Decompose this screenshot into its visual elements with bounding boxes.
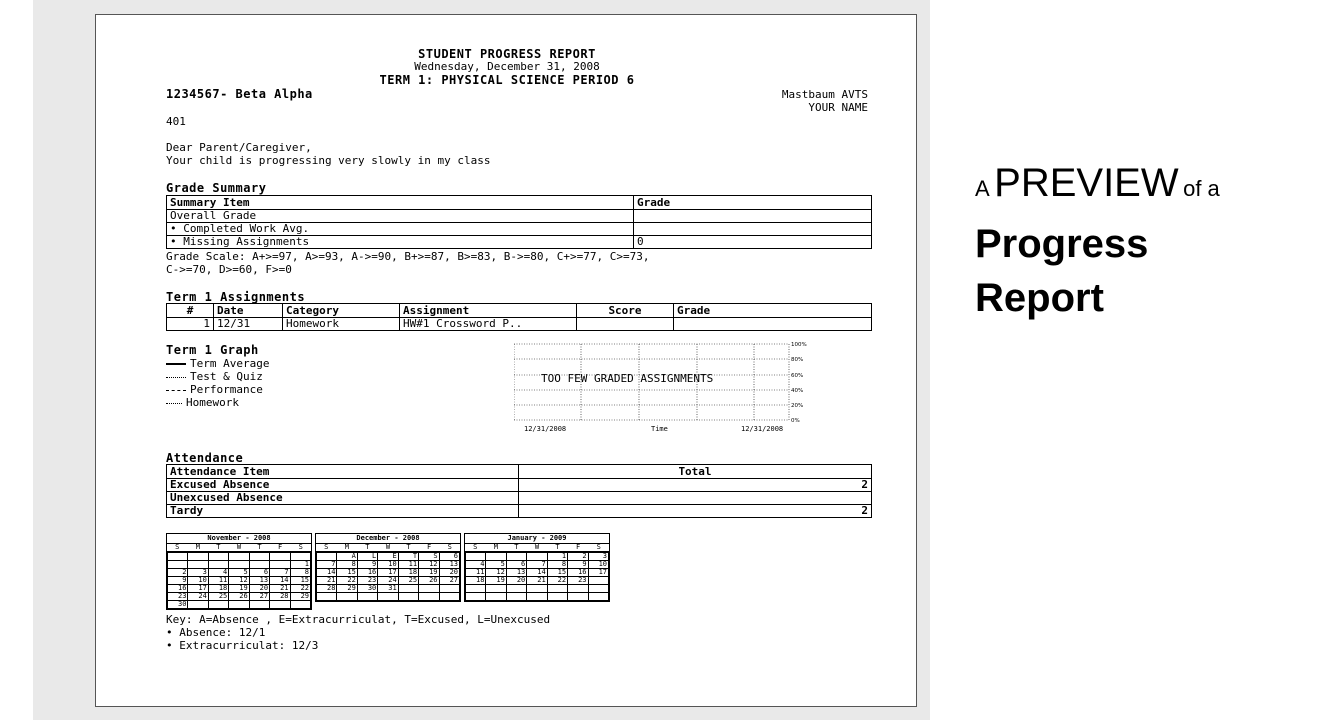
calendar-day bbox=[398, 585, 418, 593]
calendar-day: 14 bbox=[317, 569, 337, 577]
teacher-name: YOUR NAME bbox=[808, 101, 868, 114]
weekday-label: T bbox=[365, 543, 370, 551]
calendar-day: 8 bbox=[290, 569, 310, 577]
weekday-label: T bbox=[514, 543, 519, 551]
y-tick-label: 60% bbox=[791, 373, 804, 379]
calendar-day: A bbox=[337, 553, 357, 561]
table-row bbox=[167, 318, 872, 331]
school-name: Mastbaum AVTS bbox=[781, 88, 868, 101]
caption-progress: Progress bbox=[975, 222, 1149, 266]
calendar-day bbox=[439, 585, 459, 593]
caption-preview: PREVIEW bbox=[994, 161, 1179, 205]
assignment-name: HW#1 Crossword P.. bbox=[400, 318, 577, 331]
calendar-day bbox=[466, 593, 486, 601]
solid-line-icon bbox=[166, 363, 186, 365]
weekday-label: W bbox=[385, 543, 391, 551]
calendar-day: 9 bbox=[568, 561, 588, 569]
calendar-day: 11 bbox=[208, 577, 228, 585]
calendar-day bbox=[486, 585, 506, 593]
calendar-day: 16 bbox=[568, 569, 588, 577]
grade-scale-line2: C->=70, D>=60, F>=0 bbox=[166, 263, 292, 276]
month-calendar bbox=[166, 533, 312, 610]
col-grade: Grade bbox=[634, 196, 872, 210]
caption-of-a: of a bbox=[1183, 176, 1220, 201]
calendar-day: 1 bbox=[290, 561, 310, 569]
calendar-day: 5 bbox=[229, 569, 249, 577]
calendar-day: 10 bbox=[188, 577, 208, 585]
weekday-label: S bbox=[447, 543, 452, 551]
col-category: Category bbox=[283, 304, 400, 318]
table-row bbox=[167, 505, 872, 518]
caption-a: A bbox=[975, 176, 990, 201]
legend-term-average bbox=[166, 357, 269, 370]
calendar-day: 24 bbox=[188, 593, 208, 601]
caption-line1 bbox=[975, 160, 1220, 215]
summary-grade bbox=[634, 223, 872, 236]
calendar-day: 12 bbox=[229, 577, 249, 585]
calendar-day: 25 bbox=[398, 577, 418, 585]
graph-message: TOO FEW GRADED ASSIGNMENTS bbox=[541, 372, 714, 385]
calendar-day: 31 bbox=[378, 585, 398, 593]
calendar-day bbox=[188, 601, 208, 609]
legend-homework bbox=[166, 396, 239, 409]
weekday-label: T bbox=[216, 543, 221, 551]
table-row bbox=[167, 479, 872, 492]
y-tick-label: 20% bbox=[791, 403, 804, 409]
calendar-day: 19 bbox=[229, 585, 249, 593]
calendar-day: 12 bbox=[419, 561, 439, 569]
calendar-day: 15 bbox=[547, 569, 567, 577]
calendar-title: December - 2008 bbox=[316, 534, 460, 544]
calendar-day: L bbox=[357, 553, 377, 561]
message: Your child is progressing very slowly in my class bbox=[166, 154, 491, 167]
weekday-label: W bbox=[236, 543, 242, 551]
calendar-day: 11 bbox=[466, 569, 486, 577]
calendar-day: 17 bbox=[378, 569, 398, 577]
y-tick-label: 80% bbox=[791, 357, 804, 363]
calendar-day bbox=[208, 553, 228, 561]
dashed-line-icon bbox=[166, 390, 186, 391]
calendar-day: 19 bbox=[486, 577, 506, 585]
weekday-label: T bbox=[555, 543, 560, 551]
calendar-day: 4 bbox=[466, 561, 486, 569]
calendar-day: 14 bbox=[270, 577, 290, 585]
calendar-day bbox=[588, 593, 608, 601]
calendar-day: 21 bbox=[317, 577, 337, 585]
summary-item: Overall Grade bbox=[167, 210, 634, 223]
calendar-day: 21 bbox=[270, 585, 290, 593]
calendar-day: 7 bbox=[527, 561, 547, 569]
calendar-day: 26 bbox=[229, 593, 249, 601]
calendar-day bbox=[168, 553, 188, 561]
calendar-day: T bbox=[398, 553, 418, 561]
calendar-day bbox=[188, 553, 208, 561]
col-date: Date bbox=[214, 304, 283, 318]
calendar-day bbox=[229, 553, 249, 561]
calendar-day: 2 bbox=[568, 553, 588, 561]
dot-dash-line-icon bbox=[166, 403, 182, 404]
weekday-label: T bbox=[406, 543, 411, 551]
weekday-label: M bbox=[493, 543, 498, 551]
calendar-day: 20 bbox=[439, 569, 459, 577]
calendar-day: 20 bbox=[506, 577, 526, 585]
grade-scale-line1: Grade Scale: A+>=97, A>=93, A->=90, B+>=87, B>=83, B->=80, C+>=77, C>=73, bbox=[166, 250, 650, 263]
calendar-day: 7 bbox=[270, 569, 290, 577]
grade-summary-table bbox=[166, 195, 872, 249]
calendar-day bbox=[506, 593, 526, 601]
calendar-day: 18 bbox=[398, 569, 418, 577]
x-axis-left-label: 12/31/2008 bbox=[524, 425, 567, 433]
calendar-day bbox=[419, 585, 439, 593]
calendar-day: 4 bbox=[208, 569, 228, 577]
report-date: Wednesday, December 31, 2008 bbox=[414, 60, 600, 73]
calendar-day bbox=[337, 593, 357, 601]
attendance-total bbox=[519, 492, 872, 505]
key-extracurricular: • Extracurriculat: 12/3 bbox=[166, 639, 319, 652]
attendance-item: Tardy bbox=[167, 505, 519, 518]
weekday-label: F bbox=[575, 543, 581, 551]
assignment-num: 1 bbox=[167, 318, 214, 331]
calendar-day: 30 bbox=[357, 585, 377, 593]
summary-item: • Missing Assignments bbox=[167, 236, 634, 249]
calendar-day: 3 bbox=[188, 569, 208, 577]
calendar-day: 12 bbox=[486, 569, 506, 577]
attendance-heading: Attendance bbox=[166, 451, 244, 465]
legend-label: Test & Quiz bbox=[190, 370, 263, 383]
calendar-day bbox=[357, 593, 377, 601]
col-attendance-item: Attendance Item bbox=[167, 465, 519, 479]
calendar-day bbox=[466, 585, 486, 593]
calendar-day: 15 bbox=[337, 569, 357, 577]
weekday-label: S bbox=[298, 543, 303, 551]
calendar-day bbox=[208, 601, 228, 609]
calendar-day: 26 bbox=[419, 577, 439, 585]
calendar-day: 29 bbox=[290, 593, 310, 601]
weekday-label: S bbox=[175, 543, 180, 551]
calendar-day: 8 bbox=[337, 561, 357, 569]
calendar-day: 24 bbox=[378, 577, 398, 585]
calendar-day: 8 bbox=[547, 561, 567, 569]
weekday-label: S bbox=[473, 543, 478, 551]
calendar-day: 13 bbox=[506, 569, 526, 577]
calendar-day: 28 bbox=[270, 593, 290, 601]
caption-report: Report bbox=[975, 276, 1104, 320]
calendar-day: 2 bbox=[168, 569, 188, 577]
calendar-day: 6 bbox=[439, 553, 459, 561]
room-number: 401 bbox=[166, 115, 186, 128]
calendar-day: 7 bbox=[317, 561, 337, 569]
attendance-table bbox=[166, 464, 872, 518]
summary-grade bbox=[634, 210, 872, 223]
calendar-day: 27 bbox=[249, 593, 269, 601]
calendar-day: 13 bbox=[439, 561, 459, 569]
summary-item: • Completed Work Avg. bbox=[167, 223, 634, 236]
month-calendar bbox=[464, 533, 610, 602]
calendar-day bbox=[568, 593, 588, 601]
calendar-day: 11 bbox=[398, 561, 418, 569]
weekday-label: S bbox=[324, 543, 329, 551]
calendar-day: 22 bbox=[337, 577, 357, 585]
y-tick-label: 0% bbox=[791, 418, 800, 422]
calendar-day: 6 bbox=[506, 561, 526, 569]
assignment-grade bbox=[674, 318, 872, 331]
greeting: Dear Parent/Caregiver, bbox=[166, 141, 312, 154]
calendar-day bbox=[249, 601, 269, 609]
col-num: # bbox=[167, 304, 214, 318]
table-row bbox=[167, 236, 872, 249]
key-line: Key: A=Absence , E=Extracurriculat, T=Excused, L=Unexcused bbox=[166, 613, 551, 626]
calendar-day bbox=[439, 593, 459, 601]
legend-performance bbox=[166, 383, 263, 396]
summary-grade: 0 bbox=[634, 236, 872, 249]
calendar-day bbox=[229, 601, 249, 609]
calendar-day: 27 bbox=[439, 577, 459, 585]
weekday-label: M bbox=[344, 543, 349, 551]
calendar-day: 13 bbox=[249, 577, 269, 585]
calendar-day bbox=[506, 585, 526, 593]
calendar-day: 23 bbox=[357, 577, 377, 585]
attendance-item: Unexcused Absence bbox=[167, 492, 519, 505]
col-total: Total bbox=[519, 465, 872, 479]
calendar-day bbox=[568, 585, 588, 593]
table-row bbox=[167, 223, 872, 236]
calendar-day: 17 bbox=[188, 585, 208, 593]
month-calendar bbox=[315, 533, 461, 602]
calendar-day: 1 bbox=[547, 553, 567, 561]
weekday-label: W bbox=[534, 543, 540, 551]
attendance-total: 2 bbox=[519, 479, 872, 492]
assignment-score bbox=[577, 318, 674, 331]
calendar-day bbox=[378, 593, 398, 601]
calendar-day: 30 bbox=[168, 601, 188, 609]
calendar-day bbox=[290, 601, 310, 609]
calendar-day bbox=[270, 601, 290, 609]
preview-stage bbox=[33, 0, 930, 720]
col-score: Score bbox=[577, 304, 674, 318]
table-row bbox=[167, 210, 872, 223]
report-title: STUDENT PROGRESS REPORT bbox=[418, 47, 596, 61]
calendar-day bbox=[317, 593, 337, 601]
calendar-day: 21 bbox=[527, 577, 547, 585]
weekday-label: S bbox=[596, 543, 601, 551]
weekday-label: M bbox=[195, 543, 200, 551]
calendar-day bbox=[486, 593, 506, 601]
assignment-date: 12/31 bbox=[214, 318, 283, 331]
assignments-table bbox=[166, 303, 872, 331]
calendar-day bbox=[398, 593, 418, 601]
calendar-day: 19 bbox=[419, 569, 439, 577]
calendar-day bbox=[588, 577, 608, 585]
x-axis-right-label: 12/31/2008 bbox=[741, 425, 784, 433]
calendar-day: 22 bbox=[547, 577, 567, 585]
legend-label: Homework bbox=[186, 396, 239, 409]
calendar-day: 9 bbox=[357, 561, 377, 569]
table-row bbox=[167, 492, 872, 505]
y-tick-label: 100% bbox=[791, 342, 807, 348]
calendar-day: 5 bbox=[486, 561, 506, 569]
x-axis-mid-label: Time bbox=[651, 425, 668, 433]
assignment-category: Homework bbox=[283, 318, 400, 331]
preview-caption bbox=[975, 160, 1220, 323]
legend-label: Term Average bbox=[190, 357, 270, 370]
calendar-day: 16 bbox=[357, 569, 377, 577]
student-name: 1234567- Beta Alpha bbox=[166, 87, 313, 101]
calendar-day: 20 bbox=[249, 585, 269, 593]
col-assignment: Assignment bbox=[400, 304, 577, 318]
calendar-day: 10 bbox=[588, 561, 608, 569]
calendar-day: 23 bbox=[168, 593, 188, 601]
legend-test-quiz bbox=[166, 370, 263, 383]
calendar-day: 6 bbox=[249, 569, 269, 577]
calendar-day bbox=[249, 553, 269, 561]
legend-label: Performance bbox=[190, 383, 263, 396]
calendar-day bbox=[270, 553, 290, 561]
y-tick-label: 40% bbox=[791, 388, 804, 394]
calendar-day: E bbox=[378, 553, 398, 561]
calendar-day: 22 bbox=[290, 585, 310, 593]
calendar-day bbox=[547, 593, 567, 601]
report-page bbox=[95, 14, 917, 707]
attendance-item: Excused Absence bbox=[167, 479, 519, 492]
report-term: TERM 1: PHYSICAL SCIENCE PERIOD 6 bbox=[379, 73, 635, 87]
calendar-day bbox=[419, 593, 439, 601]
calendar-day: 14 bbox=[527, 569, 547, 577]
calendar-day bbox=[588, 585, 608, 593]
calendar-day: S bbox=[419, 553, 439, 561]
calendar-day: 9 bbox=[168, 577, 188, 585]
calendar-day: 15 bbox=[290, 577, 310, 585]
calendar-day: 23 bbox=[568, 577, 588, 585]
calendar-day: 16 bbox=[168, 585, 188, 593]
calendar-day: 18 bbox=[208, 585, 228, 593]
key-absence: • Absence: 12/1 bbox=[166, 626, 266, 639]
calendar-day: 10 bbox=[378, 561, 398, 569]
col-summary-item: Summary Item bbox=[167, 196, 634, 210]
calendar-day: 29 bbox=[337, 585, 357, 593]
calendar-title: January - 2009 bbox=[465, 534, 609, 544]
calendar-day: 28 bbox=[317, 585, 337, 593]
calendar-day bbox=[527, 585, 547, 593]
calendar-title: November - 2008 bbox=[167, 534, 311, 544]
assignments-heading: Term 1 Assignments bbox=[166, 290, 306, 304]
col-grade: Grade bbox=[674, 304, 872, 318]
attendance-total: 2 bbox=[519, 505, 872, 518]
weekday-label: T bbox=[257, 543, 262, 551]
weekday-label: F bbox=[426, 543, 432, 551]
calendar-day: 25 bbox=[208, 593, 228, 601]
calendar-day: 17 bbox=[588, 569, 608, 577]
calendar-day: 18 bbox=[466, 577, 486, 585]
calendar-day bbox=[527, 593, 547, 601]
grade-summary-heading: Grade Summary bbox=[166, 181, 267, 195]
calendar-day: 3 bbox=[588, 553, 608, 561]
dotted-line-icon bbox=[166, 377, 186, 378]
calendar-day bbox=[547, 585, 567, 593]
graph-heading: Term 1 Graph bbox=[166, 343, 259, 357]
weekday-label: F bbox=[277, 543, 283, 551]
